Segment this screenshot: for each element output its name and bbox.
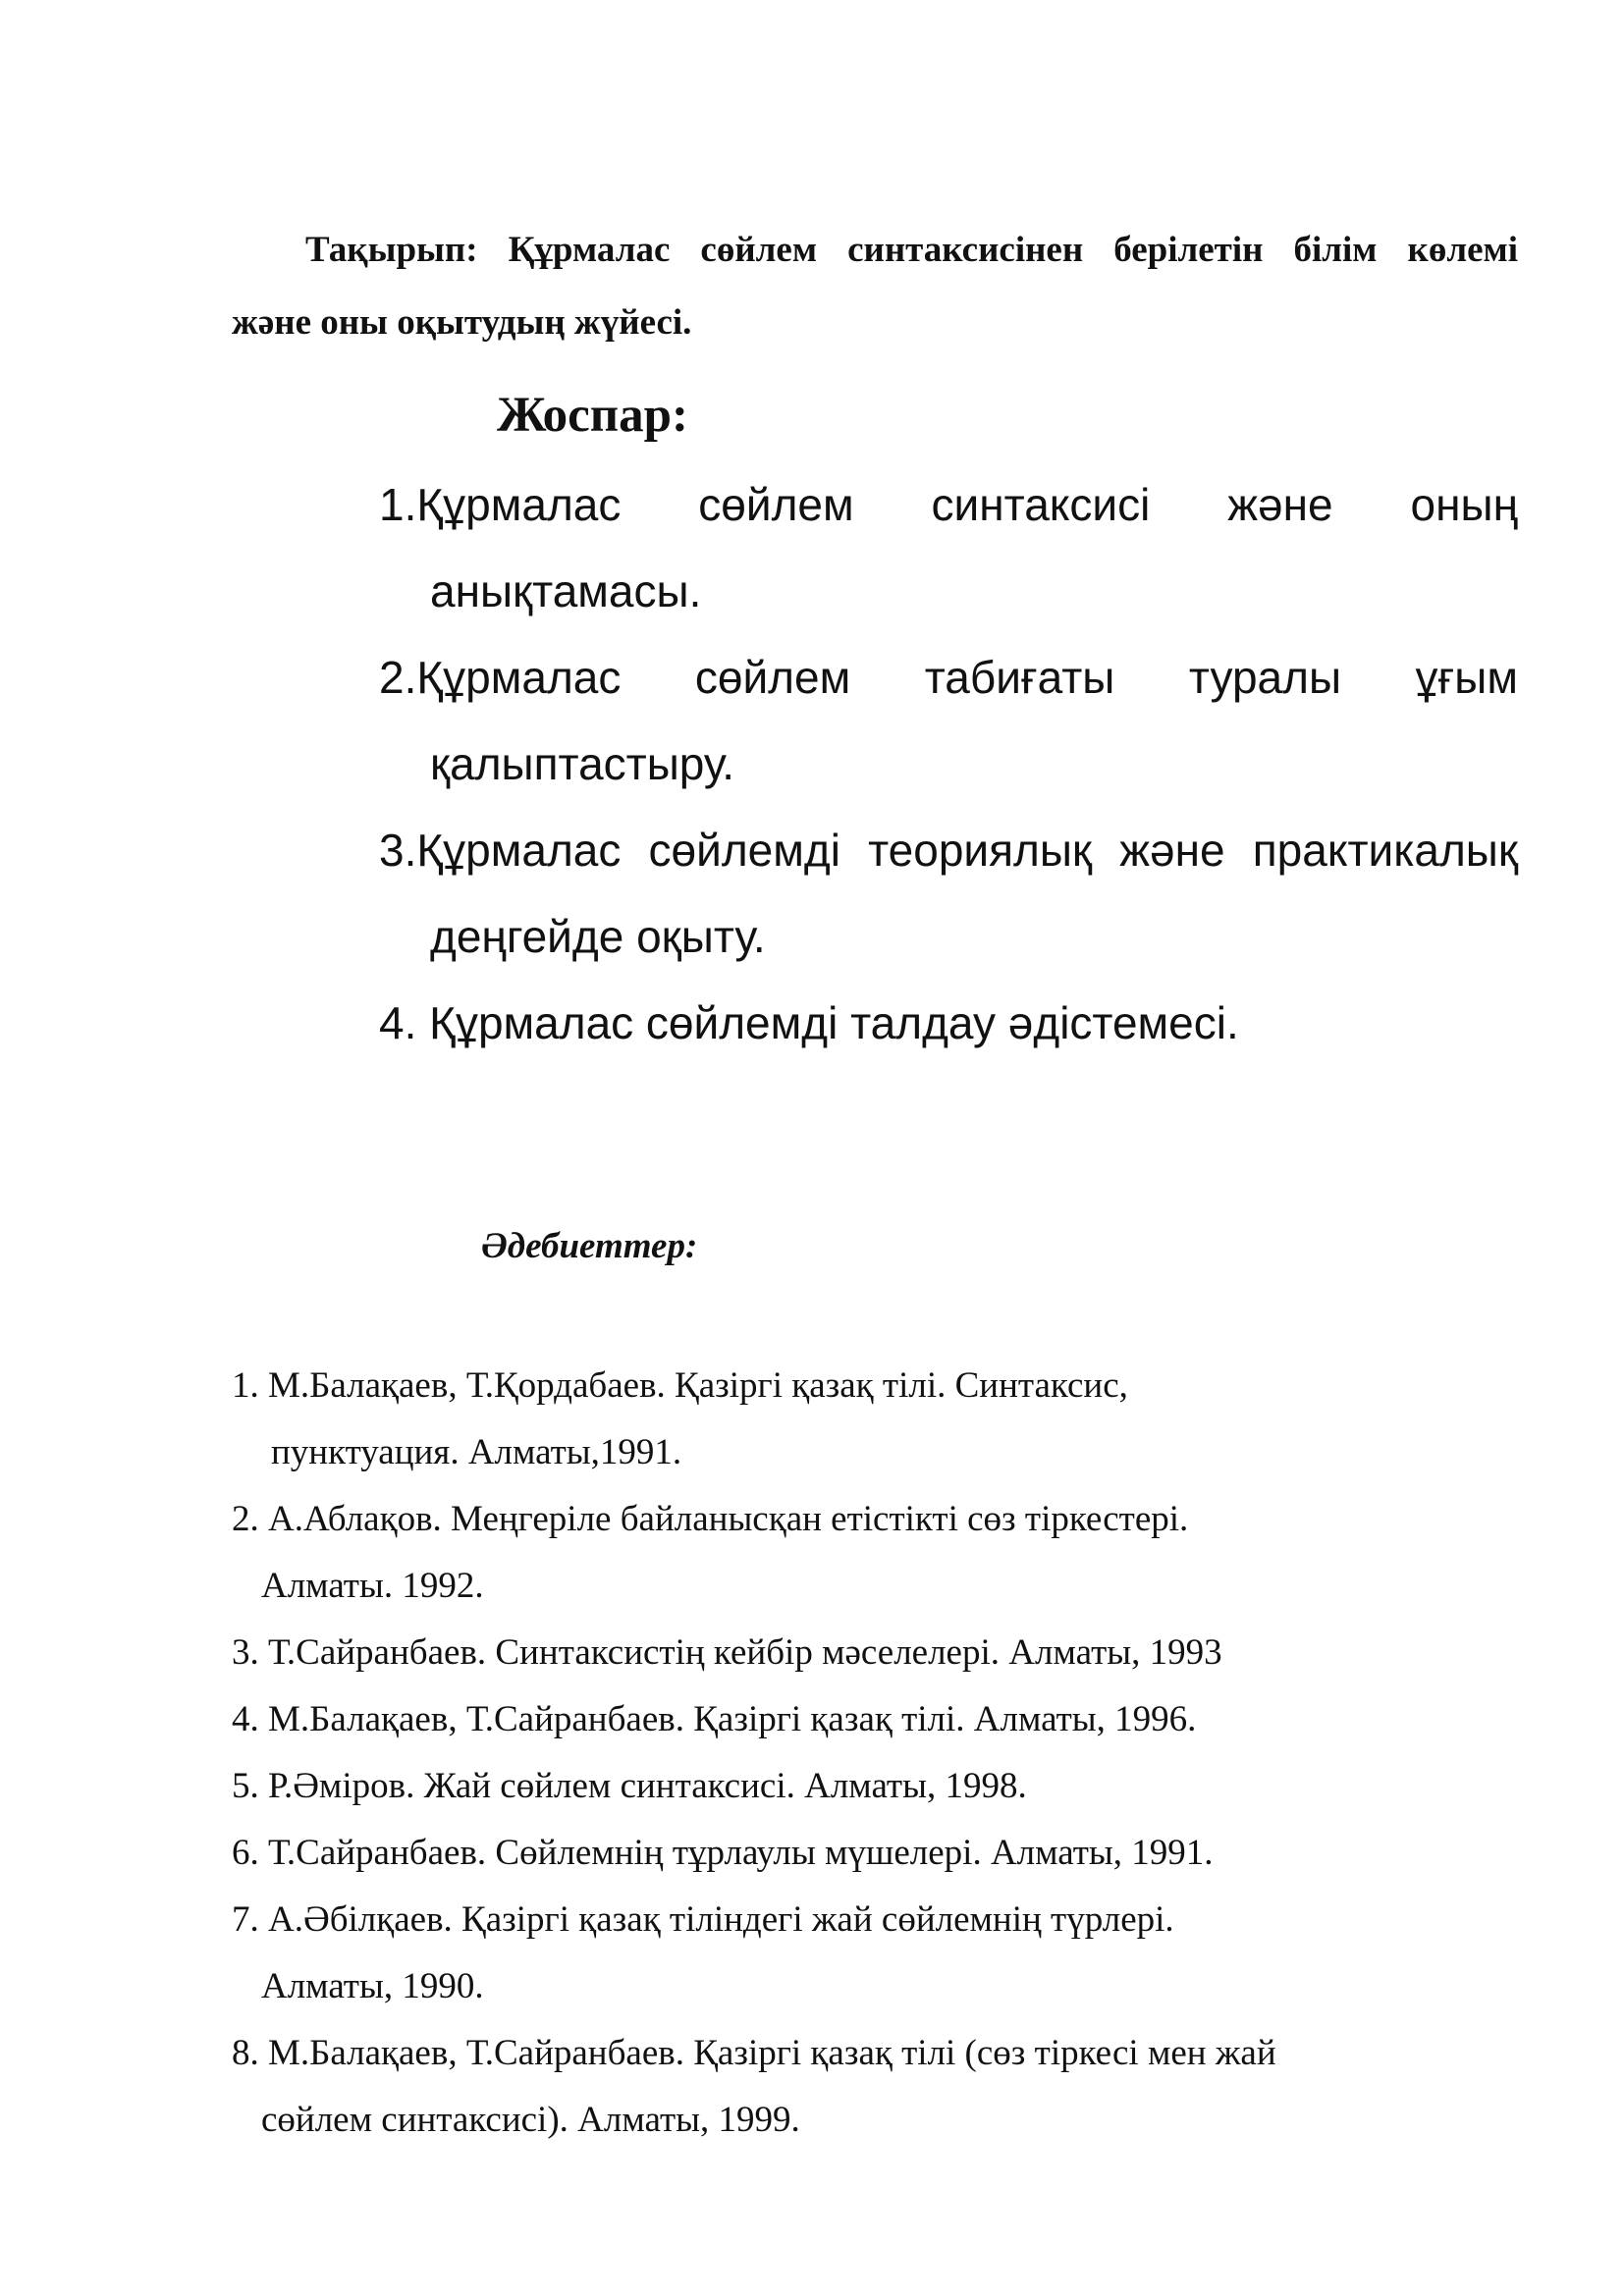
plan-item-line: 3.Құрмалас сөйлемді теориялық және практикалық <box>379 825 1518 876</box>
plan-item <box>379 807 1518 980</box>
topic-heading <box>232 214 1518 359</box>
literature-title: Әдебиеттер: <box>481 1226 698 1266</box>
topic-line-2: және оны оқытудың жүйесі. <box>232 302 692 343</box>
plan-item <box>379 634 1518 807</box>
plan-item-continuation: деңгейде оқыту. <box>430 911 766 962</box>
literature-item: 6. Т.Сайранбаев. Сөйлемнің тұрлаулы мүшелері. Алматы, 1991. <box>232 1833 1214 1873</box>
literature-item: 5. Р.Әміров. Жай сөйлем синтаксисі. Алматы, 1998. <box>232 1766 1027 1806</box>
plan-item-line: 4. Құрмалас сөйлемді талдау әдістемесі. <box>379 997 1239 1048</box>
literature-item-continuation: пунктуация. Алматы,1991. <box>271 1432 682 1472</box>
plan-item-continuation: қалыптастыру. <box>430 738 735 789</box>
literature-item-continuation: Алматы. 1992. <box>261 1566 484 1606</box>
plan-item-continuation: анықтамасы. <box>430 565 702 616</box>
literature-item-continuation: сөйлем синтаксисі). Алматы, 1999. <box>261 2100 800 2140</box>
plan-title: Жоспар: <box>497 388 688 443</box>
literature-list <box>232 1353 1410 2154</box>
topic-line-1: Тақырып: Құрмалас сөйлем синтаксисінен берілетін білім көлемі <box>305 230 1518 270</box>
literature-item: 3. Т.Сайранбаев. Синтаксистің кейбір мәселелері. Алматы, 1993 <box>232 1632 1222 1673</box>
plan-item-line: 1.Құрмалас сөйлем синтаксисі және оның <box>379 479 1518 530</box>
plan-item <box>379 980 1518 1066</box>
literature-item: 1. М.Балақаев, Т.Қордабаев. Қазіргі қазақ тілі. Синтаксис, <box>232 1365 1128 1406</box>
literature-item: 7. А.Әбілқаев. Қазіргі қазақ тіліндегі жай сөйлемнің түрлері. <box>232 1899 1174 1940</box>
literature-item: 2. А.Аблақов. Меңгеріле байланысқан етістікті сөз тіркестері. <box>232 1499 1189 1539</box>
literature-item-continuation: Алматы, 1990. <box>261 1966 484 2006</box>
plan-item-line: 2.Құрмалас сөйлем табиғаты туралы ұғым <box>379 652 1518 703</box>
literature-item: 8. М.Балақаев, Т.Сайранбаев. Қазіргі қазақ тілі (сөз тіркесі мен жай <box>232 2033 1276 2073</box>
plan-list <box>379 461 1518 1066</box>
plan-item <box>379 461 1518 634</box>
literature-item: 4. М.Балақаев, Т.Сайранбаев. Қазіргі қазақ тілі. Алматы, 1996. <box>232 1699 1197 1739</box>
